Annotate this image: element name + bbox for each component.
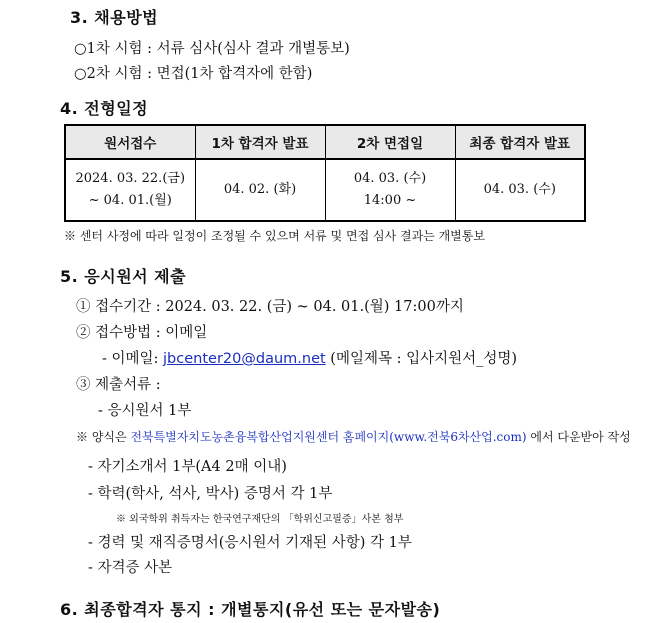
email-subject: (메일제목 : 입사지원서_성명) <box>325 351 518 367</box>
table-cell-interview <box>325 159 455 221</box>
document-item: - 자기소개서 1부(A4 2매 이내) <box>88 459 287 475</box>
schedule-table <box>64 124 586 222</box>
table-cell-application <box>65 159 195 221</box>
table-header-cell: 최종 합격자 발표 <box>455 125 585 159</box>
form-note-site: 전북특별자치도농촌융복합산업지원센터 홈페이지(www.전북6차산업.com) <box>130 430 527 444</box>
section-4-heading: 4. 전형일정 <box>60 99 149 118</box>
table-row <box>65 159 585 221</box>
schedule-note: ※ 센터 사정에 따라 일정이 조정될 수 있으며 서류 및 면접 심사 결과는 개별통보 <box>64 229 485 243</box>
document-item: - 자격증 사본 <box>88 560 173 576</box>
section-3-item-1: ○1차 시험 : 서류 심사(심사 결과 개별통보) <box>74 41 350 57</box>
form-note-prefix: ※ 양식은 <box>76 430 131 444</box>
cell-line: ~ 04. 01.(월) <box>88 193 172 208</box>
document-item: - 경력 및 재직증명서(응시원서 기재된 사항) 각 1부 <box>88 535 412 551</box>
table-header-cell: 원서접수 <box>65 125 195 159</box>
table-header-cell: 2차 면접일 <box>325 125 455 159</box>
required-documents: ③ 제출서류 : <box>76 377 161 393</box>
email-link[interactable]: jbcenter20@daum.net <box>163 351 326 367</box>
cell-line: 2024. 03. 22.(금) <box>75 171 186 186</box>
table-cell-final-result: 04. 03. (수) <box>455 159 585 221</box>
section-3-item-2: ○2차 시험 : 면접(1차 합격자에 한함) <box>74 66 313 82</box>
section-3-heading: 3. 채용방법 <box>70 8 159 27</box>
table-cell-first-result: 04. 02. (화) <box>195 159 325 221</box>
application-method: ② 접수방법 : 이메일 <box>76 325 208 341</box>
foreign-degree-note: ※ 외국학위 취득자는 한국연구재단의 「학위신고필증」사본 첨부 <box>116 514 404 525</box>
email-prefix: - 이메일: <box>102 351 164 367</box>
document-item: - 학력(학사, 석사, 박사) 증명서 각 1부 <box>88 486 333 502</box>
cell-line: 04. 03. (수) <box>353 171 427 186</box>
table-header-cell: 1차 합격자 발표 <box>195 125 325 159</box>
form-note-suffix: 에서 다운받아 작성 <box>526 430 631 444</box>
cell-line: 14:00 ~ <box>363 193 417 208</box>
section-5-heading: 5. 응시원서 제출 <box>60 267 187 286</box>
section-6-heading: 6. 최종합격자 통지 : 개별통지(유선 또는 문자발송) <box>60 600 441 619</box>
document-item: - 응시원서 1부 <box>98 403 192 419</box>
application-period: ① 접수기간 : 2024. 03. 22. (금) ~ 04. 01.(월) 17:00까지 <box>76 299 464 315</box>
email-line <box>102 347 517 368</box>
form-download-note <box>76 428 631 445</box>
table-header-row <box>65 125 585 159</box>
